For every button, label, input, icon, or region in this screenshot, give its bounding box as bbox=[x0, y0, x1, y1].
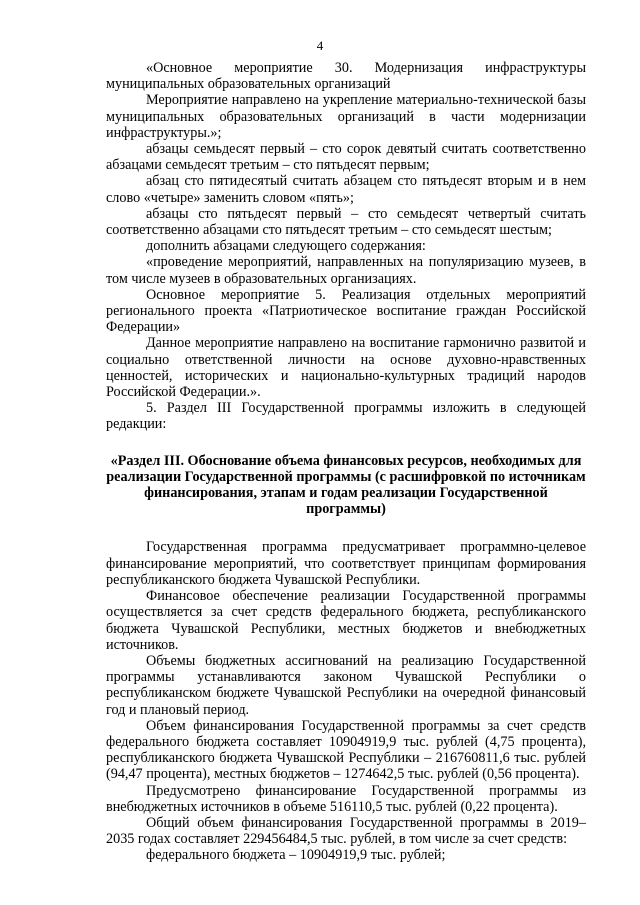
paragraph: 5. Раздел III Государственной программы изложить в следующей редакции: bbox=[106, 400, 586, 433]
document-body bbox=[106, 60, 586, 864]
paragraph: Финансовое обеспечение реализации Государственной программы осуществляется за счет средств федерального бюджета, республиканского бюджета Чувашской Республики, местных бюджетов и внебюджетных источников. bbox=[106, 588, 586, 653]
paragraph: абзацы сто пятьдесят первый – сто семьдесят четвертый считать соответственно абзацами сто пятьдесят третьим – сто семьдесят шестым; bbox=[106, 205, 586, 239]
paragraph: Общий объем финансирования Государственной программы в 2019–2035 годах составляет 229456484,5 тыс. рублей, в том числе за счет средств: bbox=[106, 814, 586, 848]
paragraph: дополнить абзацами следующего содержания: bbox=[146, 238, 426, 255]
paragraph: «проведение мероприятий, направленных на популяризацию музеев, в том числе музеев в образовательных организациях. bbox=[106, 254, 586, 287]
page-number: 4 bbox=[316, 38, 324, 53]
paragraph: Предусмотрено финансирование Государственной программы из внебюджетных источников в объеме 516110,5 тыс. рублей (0,22 процента). bbox=[106, 782, 586, 815]
paragraph: абзацы семьдесят первый – сто сорок девятый считать соответственно абзацами семьдесят третьим – сто пятьдесят первым; bbox=[106, 141, 586, 174]
paragraph: Данное мероприятие направлено на воспитание гармонично развитой и социально ответственной личности на основе духовно-нравственных ценностей, исторических и национально-культурных традиций народов Российской Федерации.». bbox=[106, 335, 586, 401]
paragraph: федерального бюджета – 10904919,9 тыс. рублей; bbox=[146, 847, 446, 864]
paragraph: Государственная программа предусматривает программно-целевое финансирование мероприятий, что соответствует принципам формирования республиканского бюджета Чувашской Республики. bbox=[106, 539, 586, 588]
paragraph: абзац сто пятидесятый считать абзацем сто пятьдесят вторым и в нем слово «четыре» заменить словом «пять»; bbox=[106, 173, 586, 206]
paragraph: Мероприятие направлено на укрепление материально-технической базы муниципальных образовательных организаций в части модернизации инфраструктуры.»; bbox=[106, 92, 586, 141]
paragraph: Объем финансирования Государственной программы за счет средств федерального бюджета составляет 10904919,9 тыс. рублей (4,75 процента), республиканского бюджета Чувашской Республики – 216760811,6 тыс. рублей (94,47 процента), местных бюджетов – 1274642,5 тыс. рублей (0,56 процента). bbox=[106, 717, 586, 783]
paragraph: Объемы бюджетных ассигнований на реализацию Государственной программы устанавливаются законом Чувашской Республики о республиканском бюджете Чувашской Республики на очередной финансовый год и плановый период. bbox=[106, 652, 586, 718]
section-heading: «Раздел III. Обоснование объема финансовых ресурсов, необходимых для реализации Государственной программы (с расшифровкой по источникам финансирования, этапам и годам реализации Государственной программы) bbox=[106, 452, 586, 518]
paragraph: Основное мероприятие 5. Реализация отдельных мероприятий регионального проекта «Патриотическое воспитание граждан Российской Федерации» bbox=[106, 286, 586, 336]
paragraph: «Основное мероприятие 30. Модернизация инфраструктуры муниципальных образовательных организаций bbox=[106, 60, 586, 93]
